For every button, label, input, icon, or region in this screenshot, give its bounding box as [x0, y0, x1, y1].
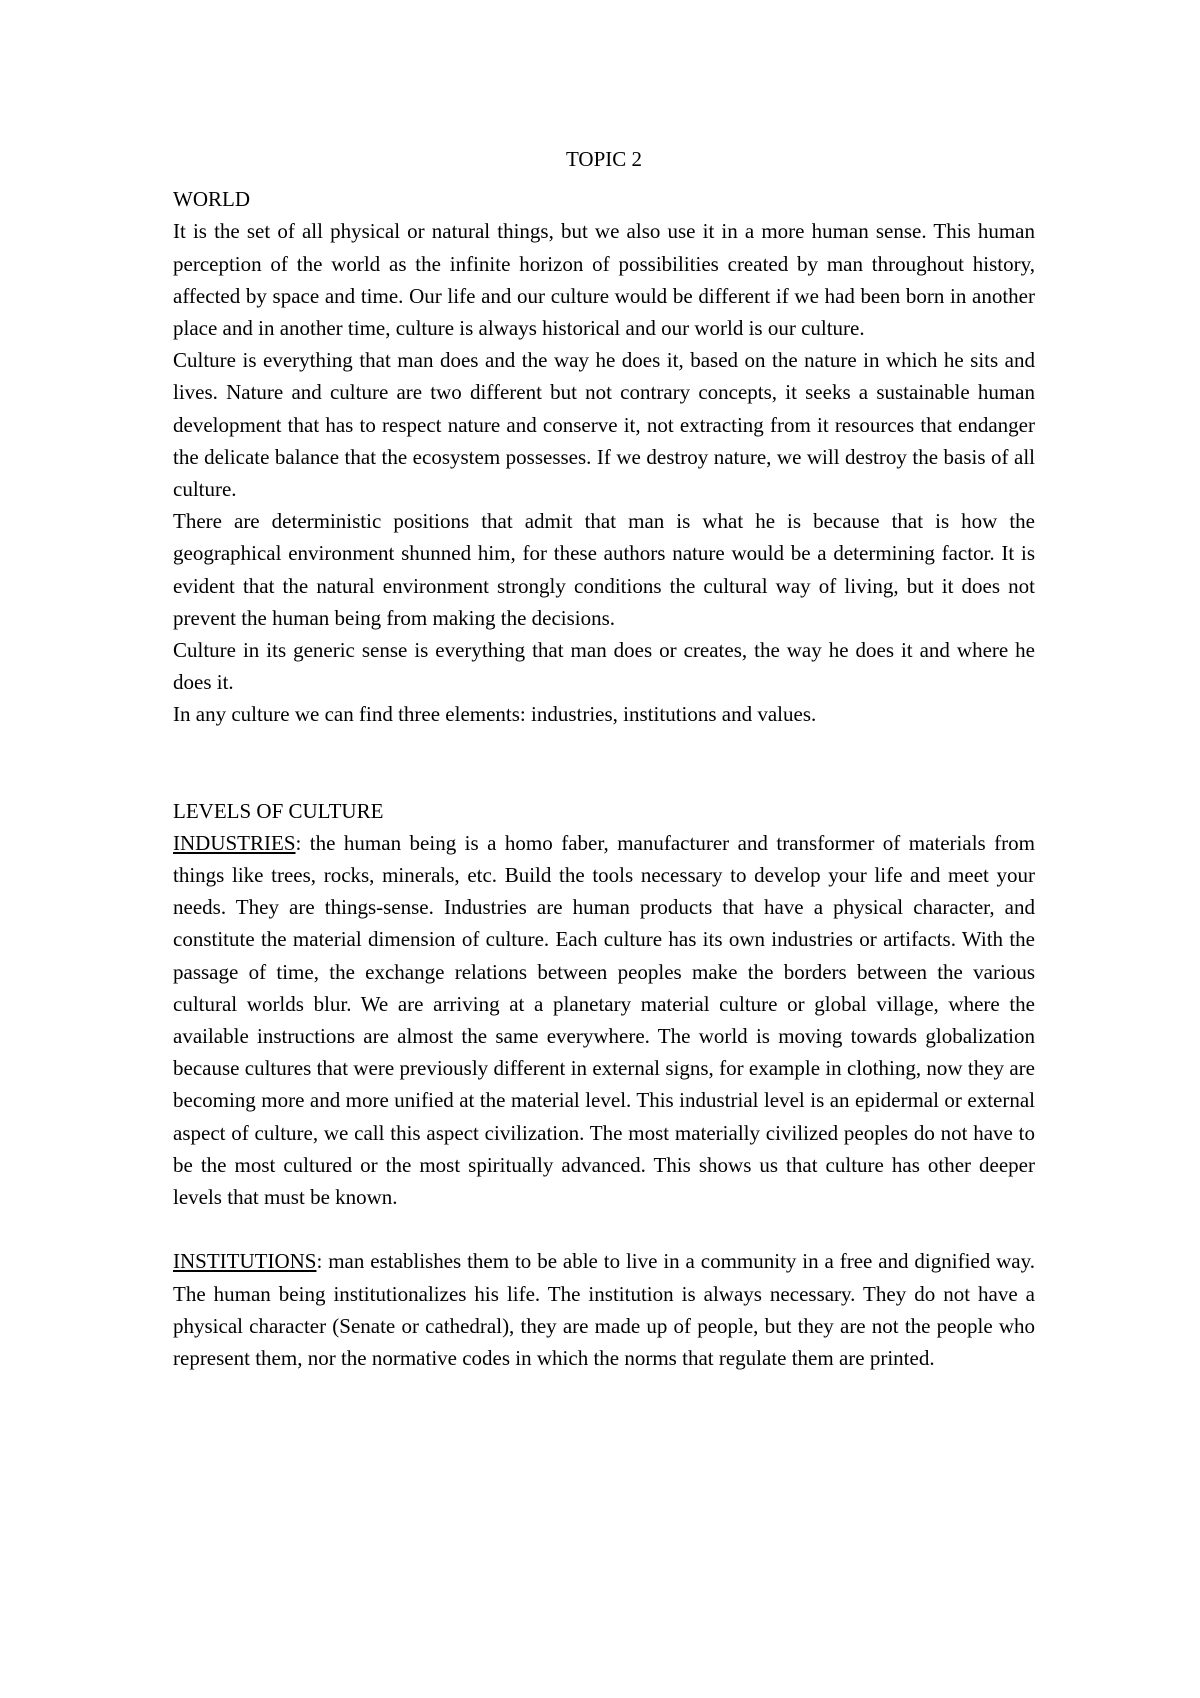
- industries-term: INDUSTRIES: [173, 830, 296, 855]
- institutions-term: INSTITUTIONS: [173, 1249, 317, 1274]
- industries-paragraph: [173, 827, 1035, 1213]
- section-spacer: [173, 731, 1035, 795]
- world-paragraph-5: In any culture we can find three elements: industries, institutions and values.: [173, 702, 817, 727]
- institutions-text: : man establishes them to be able to live in a community in a free and dignified way. The human being institutionalizes his life. The institution is always necessary. They do not have a physical character (Senate or cathedral), they are made up of people, but they are not the people who represent them, nor the normative codes in which the norms that regulate them are printed.: [173, 1249, 1035, 1370]
- industries-text: : the human being is a homo faber, manufacturer and transformer of materials from things like trees, rocks, minerals, etc. Build the tools necessary to develop your life and meet your needs. They are things-sense. Industries are human products that have a physical character, and constitute the material dimension of culture. Each culture has its own industries or artifacts. With the passage of time, the exchange relations between peoples make the borders between the various cultural worlds blur. We are arriving at a planetary material culture or global village, where the available instructions are almost the same everywhere. The world is moving towards globalization because cultures that were previously different in external signs, for example in clothing, now they are becoming more and more unified at the material level. This industrial level is an epidermal or external aspect of culture, we call this aspect civilization. The most materially civilized peoples do not have to be the most cultured or the most spiritually advanced. This shows us that culture has other deeper levels that must be known.: [173, 830, 1035, 1210]
- world-paragraph-4: Culture in its generic sense is everything that man does or creates, the way he does it and where he does it.: [173, 638, 1035, 695]
- page-title: TOPIC 2: [565, 147, 643, 171]
- world-heading: WORLD: [173, 187, 250, 212]
- levels-heading: LEVELS OF CULTURE: [173, 798, 384, 823]
- document-page: [173, 143, 1035, 1374]
- world-paragraph-2: Culture is everything that man does and the way he does it, based on the nature in which he sits and lives. Nature and culture are two different but not contrary concepts, it seeks a sustainable human development that has to respect nature and conserve it, not extracting from it resources that endanger the delicate balance that the ecosystem possesses. If we destroy nature, we will destroy the basis of all culture.: [173, 348, 1035, 502]
- levels-section: [173, 795, 1035, 1374]
- paragraph-spacer: [173, 1213, 1035, 1245]
- world-section: [173, 183, 1035, 730]
- institutions-paragraph: [173, 1245, 1035, 1374]
- world-paragraph-3: There are deterministic positions that admit that man is what he is because that is how the geographical environment shunned him, for these authors nature would be a determining factor. It is evident that the natural environment strongly conditions the cultural way of living, but it does not prevent the human being from making the decisions.: [173, 509, 1035, 630]
- world-paragraph-1: It is the set of all physical or natural things, but we also use it in a more human sense. This human perception of the world as the infinite horizon of possibilities created by man throughout history, affected by space and time. Our life and our culture would be different if we had been born in another place and in another time, culture is always historical and our world is our culture.: [173, 219, 1035, 341]
